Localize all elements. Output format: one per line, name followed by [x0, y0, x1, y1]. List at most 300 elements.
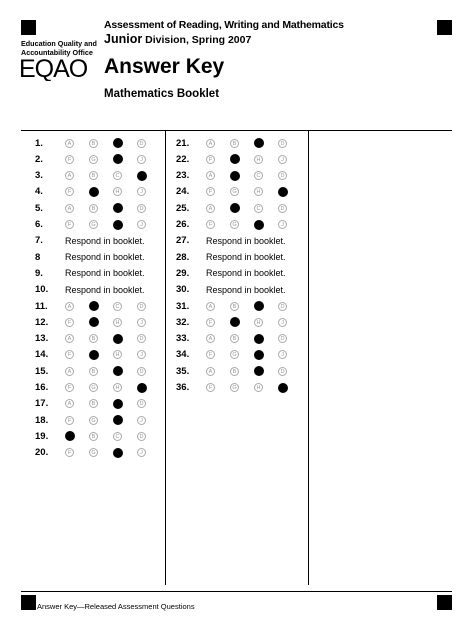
empty-bubble: B	[230, 302, 239, 311]
filled-bubble	[137, 171, 147, 181]
filled-bubble	[89, 350, 99, 360]
question-number: 29.	[176, 267, 190, 279]
empty-bubble: F	[65, 318, 74, 327]
answer-row	[35, 184, 161, 200]
empty-bubble: D	[278, 139, 287, 148]
answer-bubble	[113, 396, 137, 412]
question-number: 1.	[35, 137, 43, 149]
respond-in-booklet-text: Respond in booklet.	[206, 284, 286, 295]
answer-bubble	[254, 298, 278, 314]
question-number: 3.	[35, 170, 43, 182]
answer-bubble	[278, 298, 302, 314]
empty-bubble: H	[254, 383, 263, 392]
question-number: 28.	[176, 251, 190, 263]
answer-bubble	[137, 135, 161, 151]
answer-bubble	[89, 428, 113, 444]
answer-bubble	[206, 184, 230, 200]
question-number: 23.	[176, 170, 190, 182]
empty-bubble: A	[65, 302, 74, 311]
filled-bubble	[113, 154, 123, 164]
empty-bubble: J	[137, 350, 146, 359]
answer-bubble	[278, 135, 302, 151]
empty-bubble: F	[206, 350, 215, 359]
answer-row	[176, 380, 302, 396]
question-number: 34.	[176, 349, 190, 361]
answer-bubble	[278, 380, 302, 396]
answer-bubble	[137, 184, 161, 200]
answer-row	[176, 331, 302, 347]
empty-bubble: A	[65, 139, 74, 148]
empty-bubble: D	[137, 204, 146, 213]
question-number: 18.	[35, 414, 49, 426]
answer-bubble	[254, 363, 278, 379]
filled-bubble	[230, 154, 240, 164]
eqao-logo	[19, 55, 99, 86]
empty-bubble: A	[206, 367, 215, 376]
answer-bubble	[65, 151, 89, 167]
empty-bubble: G	[230, 383, 239, 392]
answer-bubble	[230, 135, 254, 151]
question-number: 33.	[176, 333, 190, 345]
filled-bubble	[113, 334, 123, 344]
answer-bubble	[206, 363, 230, 379]
filled-bubble	[89, 187, 99, 197]
empty-bubble: A	[206, 204, 215, 213]
answer-bubble	[230, 314, 254, 330]
answer-bubble	[206, 380, 230, 396]
answer-bubble	[278, 314, 302, 330]
empty-bubble: D	[137, 432, 146, 441]
answer-bubble	[206, 200, 230, 216]
page-subtitle: Mathematics Booklet	[104, 88, 220, 100]
answer-bubble	[137, 363, 161, 379]
answer-bubble	[137, 151, 161, 167]
answer-bubble	[65, 428, 89, 444]
filled-bubble	[113, 448, 123, 458]
empty-bubble: A	[65, 334, 74, 343]
answer-bubble	[206, 347, 230, 363]
empty-bubble: D	[137, 302, 146, 311]
filled-bubble	[113, 366, 123, 376]
filled-bubble	[230, 203, 240, 213]
answer-bubble	[206, 151, 230, 167]
empty-bubble: F	[65, 448, 74, 457]
empty-bubble: D	[278, 334, 287, 343]
assessment-title: Assessment of Reading, Writing and Mathematics	[104, 19, 344, 31]
empty-bubble: B	[89, 171, 98, 180]
answer-bubble	[113, 445, 137, 461]
answer-bubble	[89, 217, 113, 233]
answer-row	[176, 151, 302, 167]
empty-bubble: B	[89, 399, 98, 408]
answer-bubble	[254, 217, 278, 233]
answer-bubble	[230, 217, 254, 233]
empty-bubble: A	[206, 334, 215, 343]
answer-bubble	[206, 217, 230, 233]
respond-in-booklet-text: Respond in booklet.	[206, 268, 286, 279]
empty-bubble: G	[89, 448, 98, 457]
empty-bubble: J	[137, 155, 146, 164]
answer-row	[35, 168, 161, 184]
question-number: 26.	[176, 219, 190, 230]
answer-bubble	[89, 445, 113, 461]
answer-row	[176, 265, 286, 281]
answer-row	[35, 380, 161, 396]
respond-in-booklet-text: Respond in booklet.	[65, 284, 145, 295]
answer-row	[35, 445, 161, 461]
empty-bubble: C	[113, 171, 122, 180]
answer-bubble	[137, 217, 161, 233]
question-number: 27.	[176, 235, 190, 247]
answer-bubble	[89, 200, 113, 216]
bottom-rule	[21, 591, 452, 592]
answer-bubble	[230, 298, 254, 314]
answer-bubble	[230, 363, 254, 379]
answer-bubble	[230, 168, 254, 184]
footer-text: Answer Key—Released Assessment Questions	[37, 602, 195, 611]
filled-bubble	[254, 366, 264, 376]
answer-row	[35, 396, 161, 412]
answer-bubble	[65, 331, 89, 347]
answer-bubble	[278, 168, 302, 184]
empty-bubble: B	[89, 139, 98, 148]
empty-bubble: F	[65, 220, 74, 229]
question-number: 6.	[35, 219, 43, 230]
answer-bubble	[113, 380, 137, 396]
filled-bubble	[254, 334, 264, 344]
answer-bubble	[89, 396, 113, 412]
answer-bubble	[206, 331, 230, 347]
empty-bubble: H	[113, 318, 122, 327]
answer-bubble	[65, 184, 89, 200]
empty-bubble: D	[137, 334, 146, 343]
answer-bubble	[254, 380, 278, 396]
answer-bubble	[230, 347, 254, 363]
answer-bubble	[254, 314, 278, 330]
answer-bubble	[65, 314, 89, 330]
answer-row	[35, 217, 161, 233]
empty-bubble: H	[113, 187, 122, 196]
answer-bubble	[65, 298, 89, 314]
answer-bubble	[254, 331, 278, 347]
question-number: 36.	[176, 382, 190, 393]
page-title: Answer Key	[104, 55, 225, 78]
answer-bubble	[65, 412, 89, 428]
answer-bubble	[89, 380, 113, 396]
answer-bubble	[113, 347, 137, 363]
filled-bubble	[137, 383, 147, 393]
answer-row	[176, 233, 286, 249]
filled-bubble	[89, 301, 99, 311]
answer-bubble	[65, 380, 89, 396]
answer-bubble	[113, 135, 137, 151]
respond-in-booklet-text: Respond in booklet.	[206, 235, 286, 246]
answer-bubble	[65, 347, 89, 363]
empty-bubble: G	[89, 383, 98, 392]
answer-row	[35, 200, 161, 216]
empty-bubble: J	[278, 220, 287, 229]
answer-bubble	[65, 363, 89, 379]
empty-bubble: D	[137, 367, 146, 376]
empty-bubble: C	[113, 302, 122, 311]
top-rule	[21, 130, 452, 131]
respond-in-booklet-text: Respond in booklet.	[65, 268, 145, 279]
filled-bubble	[65, 431, 75, 441]
answer-bubble	[137, 200, 161, 216]
answer-bubble	[113, 428, 137, 444]
answer-bubble	[137, 331, 161, 347]
answer-row	[176, 282, 286, 298]
empty-bubble: D	[137, 139, 146, 148]
column-divider-1	[165, 131, 166, 585]
question-number: 14.	[35, 349, 49, 361]
registration-mark-bottom-left	[21, 595, 36, 610]
answer-bubble	[230, 200, 254, 216]
answer-bubble	[206, 135, 230, 151]
filled-bubble	[278, 187, 288, 197]
empty-bubble: D	[278, 171, 287, 180]
answer-bubble	[137, 380, 161, 396]
answer-bubble	[113, 331, 137, 347]
answer-bubble	[65, 445, 89, 461]
filled-bubble	[254, 220, 264, 230]
respond-in-booklet-text: Respond in booklet.	[65, 252, 145, 263]
answer-row	[35, 233, 145, 249]
question-number: 8	[35, 251, 41, 263]
empty-bubble: F	[206, 383, 215, 392]
answer-bubble	[65, 200, 89, 216]
empty-bubble: F	[65, 155, 74, 164]
answer-row	[176, 184, 302, 200]
empty-bubble: G	[89, 220, 98, 229]
answer-row	[35, 265, 145, 281]
answer-row	[35, 314, 161, 330]
answer-bubble	[278, 331, 302, 347]
answer-row	[176, 249, 286, 265]
empty-bubble: J	[137, 318, 146, 327]
filled-bubble	[254, 301, 264, 311]
question-number: 17.	[35, 398, 49, 410]
question-number: 4.	[35, 186, 43, 198]
answer-bubble	[254, 347, 278, 363]
question-number: 19.	[35, 430, 49, 442]
answer-bubble	[89, 347, 113, 363]
answer-bubble	[278, 347, 302, 363]
empty-bubble: H	[113, 383, 122, 392]
answer-bubble	[278, 151, 302, 167]
question-number: 24.	[176, 186, 190, 198]
logo-text: EQAO	[19, 55, 88, 81]
answer-row	[35, 298, 161, 314]
empty-bubble: B	[230, 139, 239, 148]
empty-bubble: F	[206, 220, 215, 229]
empty-bubble: H	[254, 155, 263, 164]
answer-row	[35, 282, 145, 298]
answer-bubble	[89, 331, 113, 347]
answer-bubble	[230, 151, 254, 167]
filled-bubble	[278, 383, 288, 393]
answer-bubble	[137, 298, 161, 314]
empty-bubble: H	[254, 318, 263, 327]
empty-bubble: F	[206, 318, 215, 327]
empty-bubble: D	[278, 204, 287, 213]
answer-bubble	[137, 314, 161, 330]
empty-bubble: B	[230, 367, 239, 376]
org-line-1: Education Quality and	[21, 39, 97, 48]
registration-mark-top-left	[21, 20, 36, 35]
empty-bubble: G	[89, 155, 98, 164]
answer-bubble	[89, 363, 113, 379]
answer-row	[176, 298, 302, 314]
question-number: 20.	[35, 447, 49, 459]
empty-bubble: D	[137, 399, 146, 408]
answer-row	[176, 314, 302, 330]
question-number: 2.	[35, 153, 43, 165]
answer-bubble	[65, 217, 89, 233]
empty-bubble: G	[89, 416, 98, 425]
question-number: 32.	[176, 316, 190, 328]
question-number: 31.	[176, 300, 190, 312]
answer-bubble	[137, 428, 161, 444]
answer-bubble	[254, 168, 278, 184]
empty-bubble: C	[254, 204, 263, 213]
answer-bubble	[230, 380, 254, 396]
answer-row	[176, 363, 302, 379]
empty-bubble: A	[65, 204, 74, 213]
answer-row	[35, 249, 145, 265]
answer-bubble	[113, 168, 137, 184]
empty-bubble: D	[278, 367, 287, 376]
division-word: Junior	[104, 32, 143, 46]
filled-bubble	[230, 317, 240, 327]
answer-bubble	[113, 363, 137, 379]
filled-bubble	[113, 415, 123, 425]
filled-bubble	[254, 138, 264, 148]
answer-bubble	[254, 184, 278, 200]
empty-bubble: G	[230, 350, 239, 359]
empty-bubble: F	[65, 416, 74, 425]
answer-bubble	[89, 412, 113, 428]
answer-row	[35, 363, 161, 379]
empty-bubble: F	[206, 187, 215, 196]
empty-bubble: A	[65, 367, 74, 376]
respond-in-booklet-text: Respond in booklet.	[206, 252, 286, 263]
filled-bubble	[230, 171, 240, 181]
answer-bubble	[278, 200, 302, 216]
empty-bubble: A	[206, 139, 215, 148]
answer-bubble	[113, 200, 137, 216]
answer-bubble	[278, 184, 302, 200]
question-number: 16.	[35, 382, 49, 393]
answer-row	[35, 412, 161, 428]
column-divider-2	[308, 131, 309, 585]
answer-row	[35, 428, 161, 444]
answer-bubble	[137, 347, 161, 363]
question-number: 25.	[176, 202, 190, 214]
answer-row	[35, 331, 161, 347]
answer-bubble	[89, 184, 113, 200]
empty-bubble: G	[230, 220, 239, 229]
empty-bubble: F	[206, 155, 215, 164]
registration-mark-top-right	[437, 20, 452, 35]
empty-bubble: A	[65, 399, 74, 408]
filled-bubble	[113, 203, 123, 213]
empty-bubble: B	[230, 334, 239, 343]
answer-bubble	[137, 396, 161, 412]
filled-bubble	[113, 399, 123, 409]
question-number: 11.	[35, 300, 48, 312]
question-number: 10.	[35, 284, 49, 296]
filled-bubble	[254, 350, 264, 360]
question-number: 9.	[35, 267, 43, 279]
empty-bubble: J	[137, 187, 146, 196]
empty-bubble: B	[89, 334, 98, 343]
empty-bubble: J	[278, 350, 287, 359]
empty-bubble: A	[65, 171, 74, 180]
answer-bubble	[89, 314, 113, 330]
empty-bubble: C	[113, 432, 122, 441]
registration-mark-bottom-right	[437, 595, 452, 610]
answer-bubble	[278, 217, 302, 233]
answer-bubble	[65, 168, 89, 184]
empty-bubble: J	[137, 416, 146, 425]
answer-bubble	[206, 314, 230, 330]
empty-bubble: J	[137, 220, 146, 229]
answer-bubble	[65, 135, 89, 151]
empty-bubble: F	[65, 383, 74, 392]
empty-bubble: D	[278, 302, 287, 311]
answer-bubble	[113, 217, 137, 233]
empty-bubble: H	[113, 350, 122, 359]
answer-bubble	[206, 168, 230, 184]
empty-bubble: F	[65, 187, 74, 196]
answer-bubble	[206, 298, 230, 314]
answer-bubble	[113, 151, 137, 167]
answer-bubble	[254, 151, 278, 167]
answer-bubble	[137, 168, 161, 184]
answer-row	[176, 168, 302, 184]
answer-row	[176, 347, 302, 363]
answer-bubble	[254, 135, 278, 151]
empty-bubble: A	[206, 302, 215, 311]
answer-row	[176, 135, 302, 151]
answer-bubble	[113, 184, 137, 200]
filled-bubble	[89, 317, 99, 327]
question-number: 13.	[35, 333, 49, 345]
empty-bubble: J	[278, 318, 287, 327]
answer-row	[35, 151, 161, 167]
division-line	[104, 32, 251, 46]
empty-bubble: B	[89, 432, 98, 441]
respond-in-booklet-text: Respond in booklet.	[65, 235, 145, 246]
empty-bubble: C	[254, 171, 263, 180]
answer-bubble	[89, 168, 113, 184]
division-rest: Division, Spring 2007	[142, 34, 252, 46]
question-number: 5.	[35, 202, 43, 214]
question-number: 35.	[176, 365, 190, 377]
empty-bubble: B	[89, 367, 98, 376]
answer-bubble	[113, 314, 137, 330]
empty-bubble: B	[89, 204, 98, 213]
answer-bubble	[137, 445, 161, 461]
answer-bubble	[89, 298, 113, 314]
question-number: 22.	[176, 153, 190, 165]
answer-row	[176, 217, 302, 233]
empty-bubble: F	[65, 350, 74, 359]
empty-bubble: G	[230, 187, 239, 196]
answer-row	[176, 200, 302, 216]
filled-bubble	[113, 220, 123, 230]
